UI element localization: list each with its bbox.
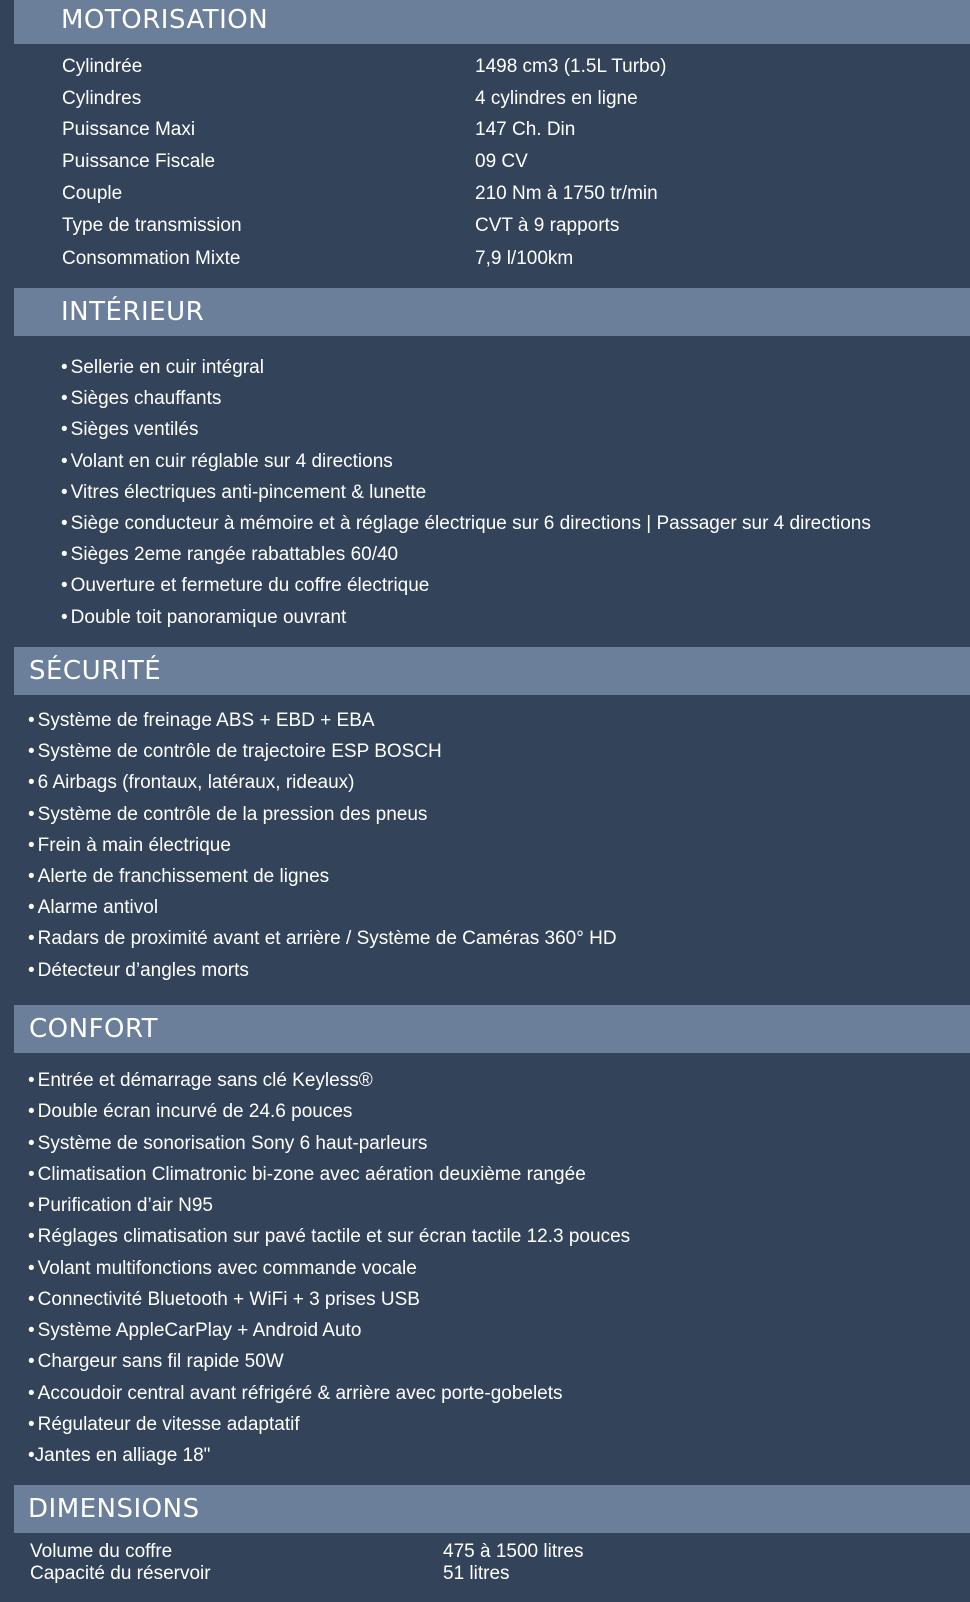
list-item: • Alarme antivol	[28, 898, 158, 918]
list-item: • Climatisation Climatronic bi-zone avec aération deuxième rangée	[28, 1165, 586, 1185]
section-header-confort	[14, 1005, 970, 1053]
section-header-interieur	[14, 288, 970, 336]
list-item: • Frein à main électrique	[28, 836, 231, 856]
list-item: • 6 Airbags (frontaux, latéraux, rideaux)	[28, 773, 355, 793]
list-item: • Système de contrôle de trajectoire ESP BOSCH	[28, 742, 442, 762]
spec-label: Type de transmission	[62, 215, 242, 236]
list-item: • Volant en cuir réglable sur 4 directions	[61, 452, 393, 472]
spec-value: 475 à 1500 litres	[443, 1541, 584, 1562]
list-item: • Double écran incurvé de 24.6 pouces	[28, 1102, 352, 1122]
spec-label: Cylindrée	[62, 56, 143, 77]
list-item: • Purification d’air N95	[28, 1196, 213, 1216]
spec-label: Couple	[62, 183, 123, 204]
list-item: • Sièges ventilés	[61, 420, 198, 440]
list-item: • Radars de proximité avant et arrière / Système de Caméras 360° HD	[28, 929, 617, 949]
section-title: SÉCURITÉ	[29, 656, 162, 686]
list-item: • Vitres électriques anti-pincement & lunette	[61, 483, 426, 503]
list-item: • Connectivité Bluetooth + WiFi + 3 prises USB	[28, 1290, 420, 1310]
section-title: DIMENSIONS	[28, 1494, 200, 1524]
section-header-motorisation	[14, 0, 970, 44]
list-item: • Ouverture et fermeture du coffre électrique	[61, 576, 429, 596]
list-item: • Système de freinage ABS + EBD + EBA	[28, 711, 375, 731]
list-item: • Sellerie en cuir intégral	[61, 358, 264, 378]
spec-label: Cylindres	[62, 88, 142, 109]
list-item: • Volant multifonctions avec commande vocale	[28, 1259, 417, 1279]
spec-value: 51 litres	[443, 1563, 510, 1584]
list-item: • Jantes en alliage 18"	[28, 1446, 210, 1466]
spec-value: 210 Nm à 1750 tr/min	[475, 183, 658, 204]
list-item: • Sièges 2eme rangée rabattables 60/40	[61, 545, 398, 565]
list-item: • Siège conducteur à mémoire et à réglage électrique sur 6 directions | Passager sur 4 directions	[61, 514, 871, 534]
list-item: • Alerte de franchissement de lignes	[28, 867, 329, 887]
spec-value: CVT à 9 rapports	[475, 215, 620, 236]
spec-label: Capacité du réservoir	[30, 1563, 211, 1584]
section-title: MOTORISATION	[61, 5, 269, 35]
list-item: • Système de contrôle de la pression des pneus	[28, 805, 427, 825]
list-item: • Accoudoir central avant réfrigéré & arrière avec porte-gobelets	[28, 1384, 563, 1404]
spec-value: 4 cylindres en ligne	[475, 88, 638, 109]
spec-value: 7,9 l/100km	[475, 248, 574, 269]
spec-label: Puissance Maxi	[62, 119, 196, 140]
section-header-dimensions	[14, 1485, 970, 1533]
spec-label: Consommation Mixte	[62, 248, 241, 269]
list-item: • Double toit panoramique ouvrant	[61, 608, 346, 628]
spec-label: Volume du coffre	[30, 1541, 173, 1562]
spec-value: 147 Ch. Din	[475, 119, 576, 140]
list-item: • Système de sonorisation Sony 6 haut-parleurs	[28, 1134, 427, 1154]
spec-label: Puissance Fiscale	[62, 151, 216, 172]
list-item: • Sièges chauffants	[61, 389, 221, 409]
list-item: • Détecteur d’angles morts	[28, 961, 249, 981]
list-item: • Système AppleCarPlay + Android Auto	[28, 1321, 361, 1341]
list-item: • Régulateur de vitesse adaptatif	[28, 1415, 300, 1435]
section-header-securite	[14, 647, 970, 695]
list-item: • Chargeur sans fil rapide 50W	[28, 1352, 284, 1372]
list-item: • Entrée et démarrage sans clé Keyless®	[28, 1071, 373, 1091]
section-title: CONFORT	[29, 1014, 159, 1044]
list-item: • Réglages climatisation sur pavé tactile et sur écran tactile 12.3 pouces	[28, 1227, 630, 1247]
section-title: INTÉRIEUR	[61, 297, 205, 327]
spec-value: 1498 cm3 (1.5L Turbo)	[475, 56, 667, 77]
spec-value: 09 CV	[475, 151, 528, 172]
